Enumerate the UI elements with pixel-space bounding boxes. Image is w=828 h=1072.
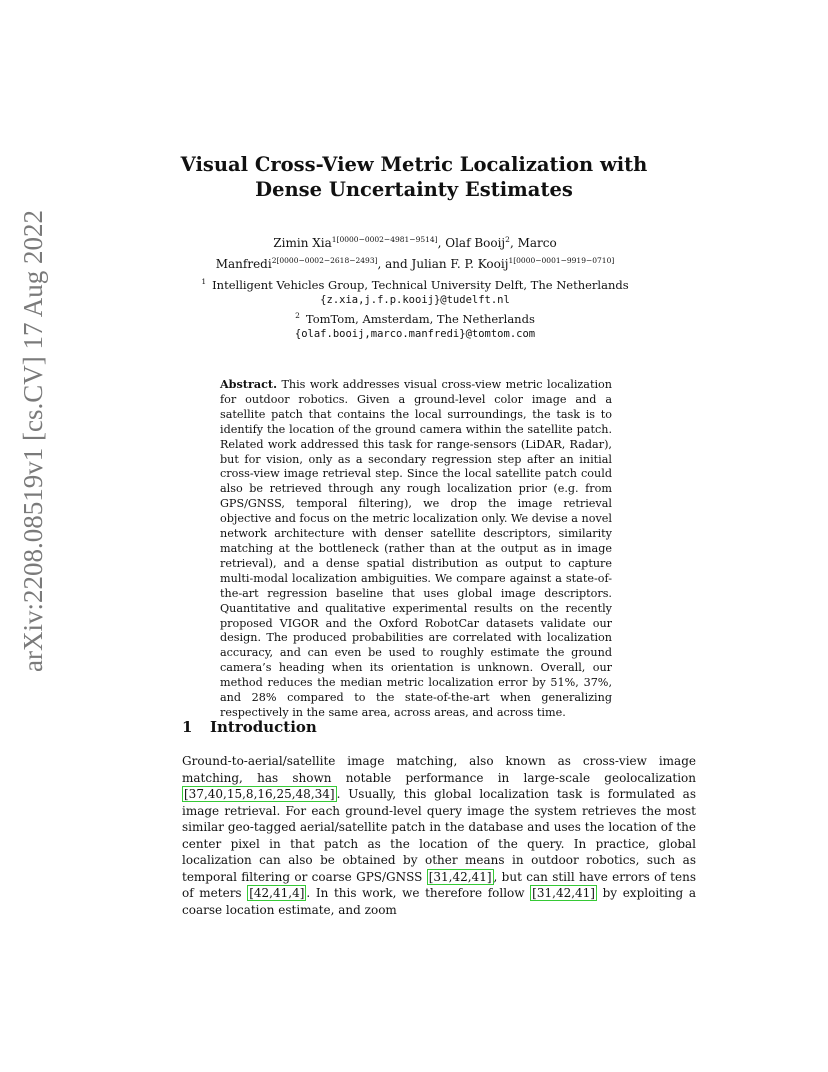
section-title: Introduction [210,718,317,736]
affiliation-2-email: {olaf.booij,marco.manfredi}@tomtom.com [294,327,536,340]
abstract [220,377,612,721]
author-name: Zimin Xia [273,236,332,250]
author-name: Manfredi [215,257,272,271]
orcid-superscript: 2[0000−0002−2618−2493] [271,256,378,265]
affiliation-number: 1 [201,277,207,286]
body-text: , but can still have errors of tens of meters [182,869,696,900]
title-line-1: Visual Cross-View Metric Localization with [180,153,648,176]
affiliation-1-email: {z.xia,j.f.p.kooij}@tudelft.nl [320,293,510,306]
orcid-superscript: 1[0000−0002−4981−9514] [331,235,438,244]
affiliation-name: TomTom, Amsterdam, The Netherlands [305,311,535,326]
arxiv-identifier: arXiv:2208.08519v1 [cs.CV] 17 Aug 2022 [18,210,48,672]
author-separator: , Olaf Booij [437,236,506,250]
author-separator: , and Julian F. P. Kooij [377,257,509,271]
author-separator: , Marco [509,236,557,250]
abstract-label: Abstract. [220,377,277,391]
title-line-2: Dense Uncertainty Estimates [255,178,573,201]
author-list [150,231,680,273]
body-text: Ground-to-aerial/satellite image matching, also known as cross-view image matching, has shown notable performance in large-scale geolocalization [182,754,696,785]
citation-link[interactable]: [31,42,41] [532,886,595,900]
body-text: . In this work, we therefore follow [306,886,531,900]
paper-title [0,152,828,202]
affiliation-superscript: 2 [505,235,510,244]
citation-link[interactable]: [37,40,15,8,16,25,48,34] [184,787,335,801]
affiliation-name: Intelligent Vehicles Group, Technical University Delft, The Netherlands [212,277,629,292]
affiliation-number: 2 [295,310,300,320]
affiliations [150,274,680,342]
affiliation-1 [150,274,680,293]
introduction-paragraph [182,753,696,918]
orcid-superscript: 1[0000−0001−9919−0710] [508,256,615,265]
abstract-text: This work addresses visual cross-view metric localization for outdoor robotics. Given a ground-level color image and a satellite patch that contains the local surroundings, the task is to identify the location of the ground camera within the satellite patch. Related work addressed this task for range-sensors (LiDAR, Radar), but for vision, only as a secondary regression step after an initial cross-view image retrieval step. Since the local satellite patch could also be retrieved through any rough localization prior (e.g. from GPS/GNSS, temporal filtering), we drop the image retrieval objective and focus on the metric localization only. We devise a novel network architecture with denser satellite descriptors, similarity matching at the bottleneck (rather than at the output as in image retrieval), and a dense spatial distribution as output to capture multi-modal localization ambiguities. We compare against a state-of-the-art regression baseline that uses global image descriptors. Quantitative and qualitative experimental results on the recently proposed VIGOR and the Oxford RobotCar datasets validate our design. The produced probabilities are correlated with localization accuracy, and can even be used to roughly estimate the ground camera’s heading when its orientation is unknown. Overall, our method reduces the median metric localization error by 51%, 37%, and 28% compared to the state-of-the-art when generalizing respectively in the same area, across areas, and across time. [220,378,612,719]
citation-link[interactable]: [42,41,4] [249,886,305,900]
affiliation-2 [150,308,680,327]
section-number: 1 [182,718,193,736]
body-text: . Usually, this global localization task is formulated as image retrieval. For each ground-level query image the system retrieves the most similar geo-tagged aerial/satellite patch in the database and uses the location of the center pixel in that patch as the location of the query. In practice, global localization can also be obtained by other means in outdoor robotics, such as temporal filtering or coarse GPS/GNSS [182,787,696,884]
citation-link[interactable]: [31,42,41] [428,869,492,884]
body-text: by exploiting a coarse location estimate, and zoom [182,886,697,917]
section-heading [182,718,317,736]
